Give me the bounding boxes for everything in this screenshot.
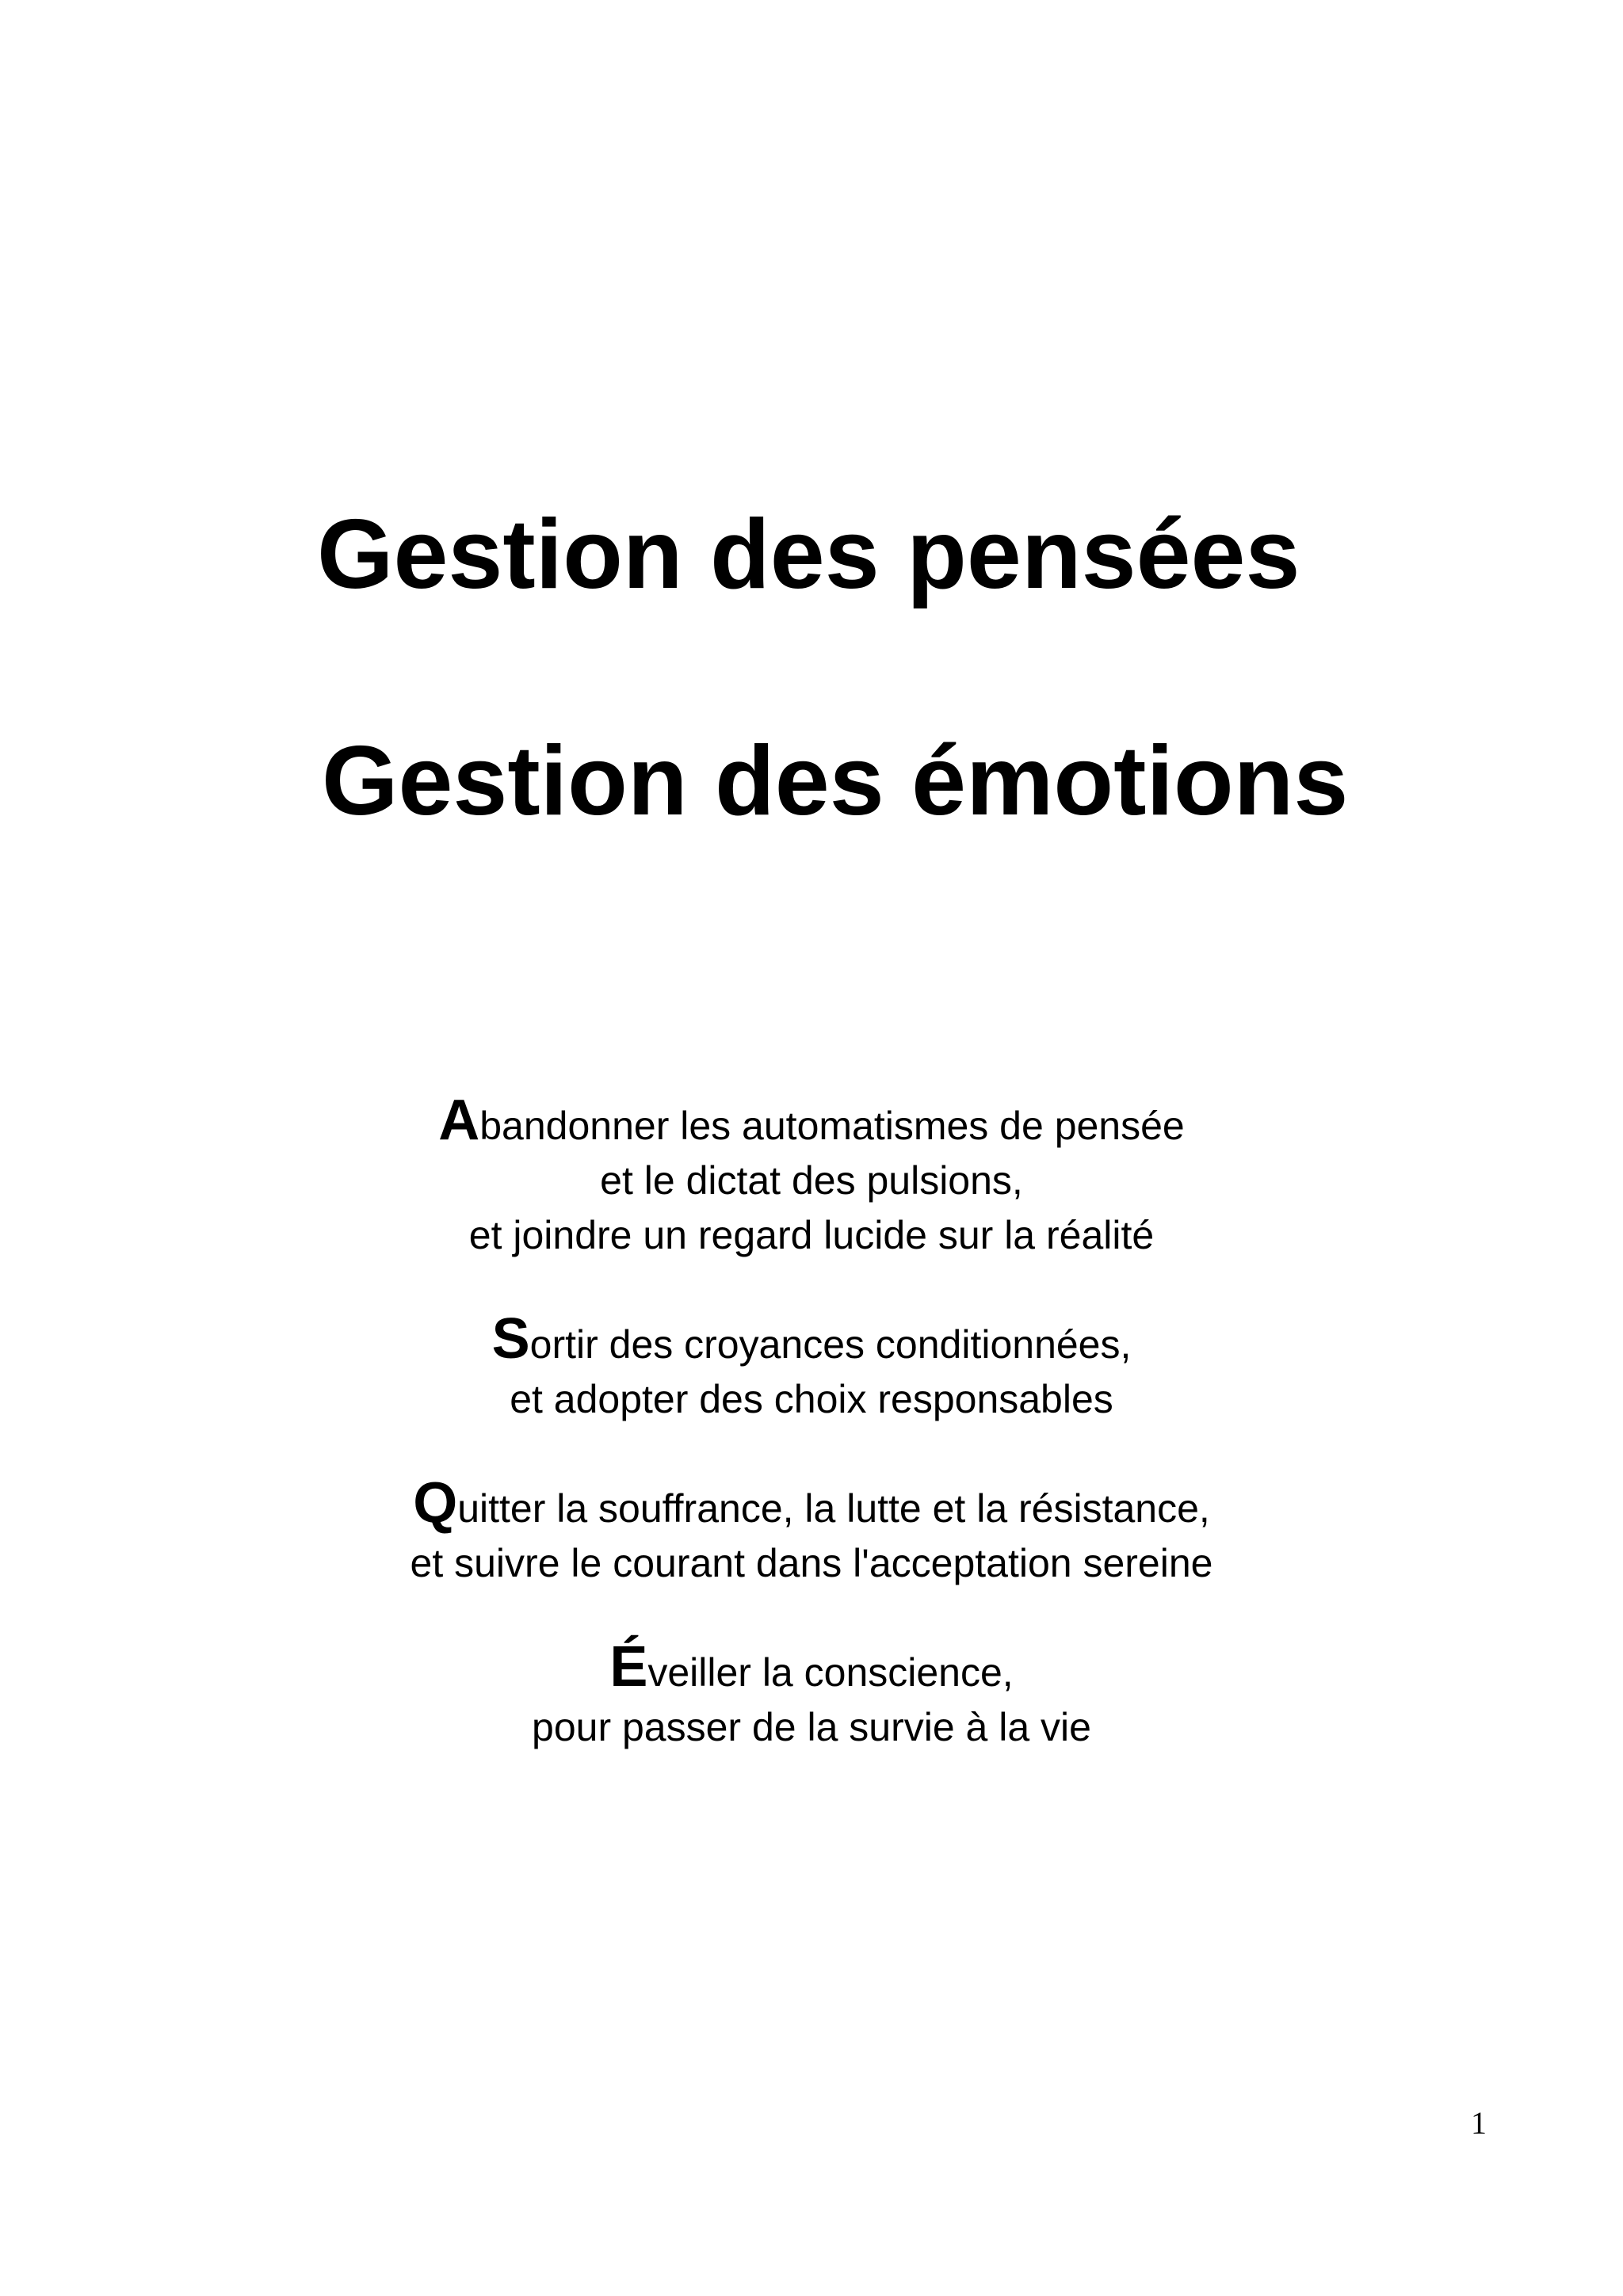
stanza-line: et adopter des choix responsables (510, 1377, 1113, 1421)
acrostic-poem (0, 1089, 1623, 1804)
stanza-first-line-text: veiller la conscience, (647, 1650, 1014, 1695)
page-number: 1 (1471, 2105, 1487, 2141)
stanza-eveiller (0, 1635, 1623, 1755)
acrostic-initial: A (438, 1089, 480, 1152)
title-gestion-pensees: Gestion des pensées (317, 500, 1300, 609)
acrostic-initial: É (609, 1635, 648, 1699)
stanza-first-line (0, 1635, 1623, 1700)
stanza-first-line-text: bandonner les automatismes de pensée (479, 1104, 1185, 1148)
stanza-first-line-text: ortir des croyances conditionnées, (529, 1322, 1132, 1367)
stanza-abandonner (0, 1089, 1623, 1263)
title-gestion-emotions: Gestion des émotions (322, 727, 1349, 836)
acrostic-initial: S (491, 1307, 530, 1371)
stanza-first-line (0, 1471, 1623, 1536)
stanza-line: pour passer de la survie à la vie (532, 1705, 1091, 1749)
stanza-sortir (0, 1307, 1623, 1427)
stanza-line: et suivre le courant dans l'acceptation sereine (410, 1541, 1213, 1585)
stanza-first-line (0, 1089, 1623, 1154)
stanza-first-line (0, 1307, 1623, 1372)
acrostic-initial: Q (413, 1471, 458, 1535)
stanza-line: et le dictat des pulsions, (600, 1158, 1023, 1203)
stanza-line: et joindre un regard lucide sur la réalité (468, 1213, 1155, 1257)
stanza-first-line-text: uitter la souffrance, la lutte et la résistance, (457, 1486, 1210, 1531)
stanza-quitter (0, 1471, 1623, 1591)
